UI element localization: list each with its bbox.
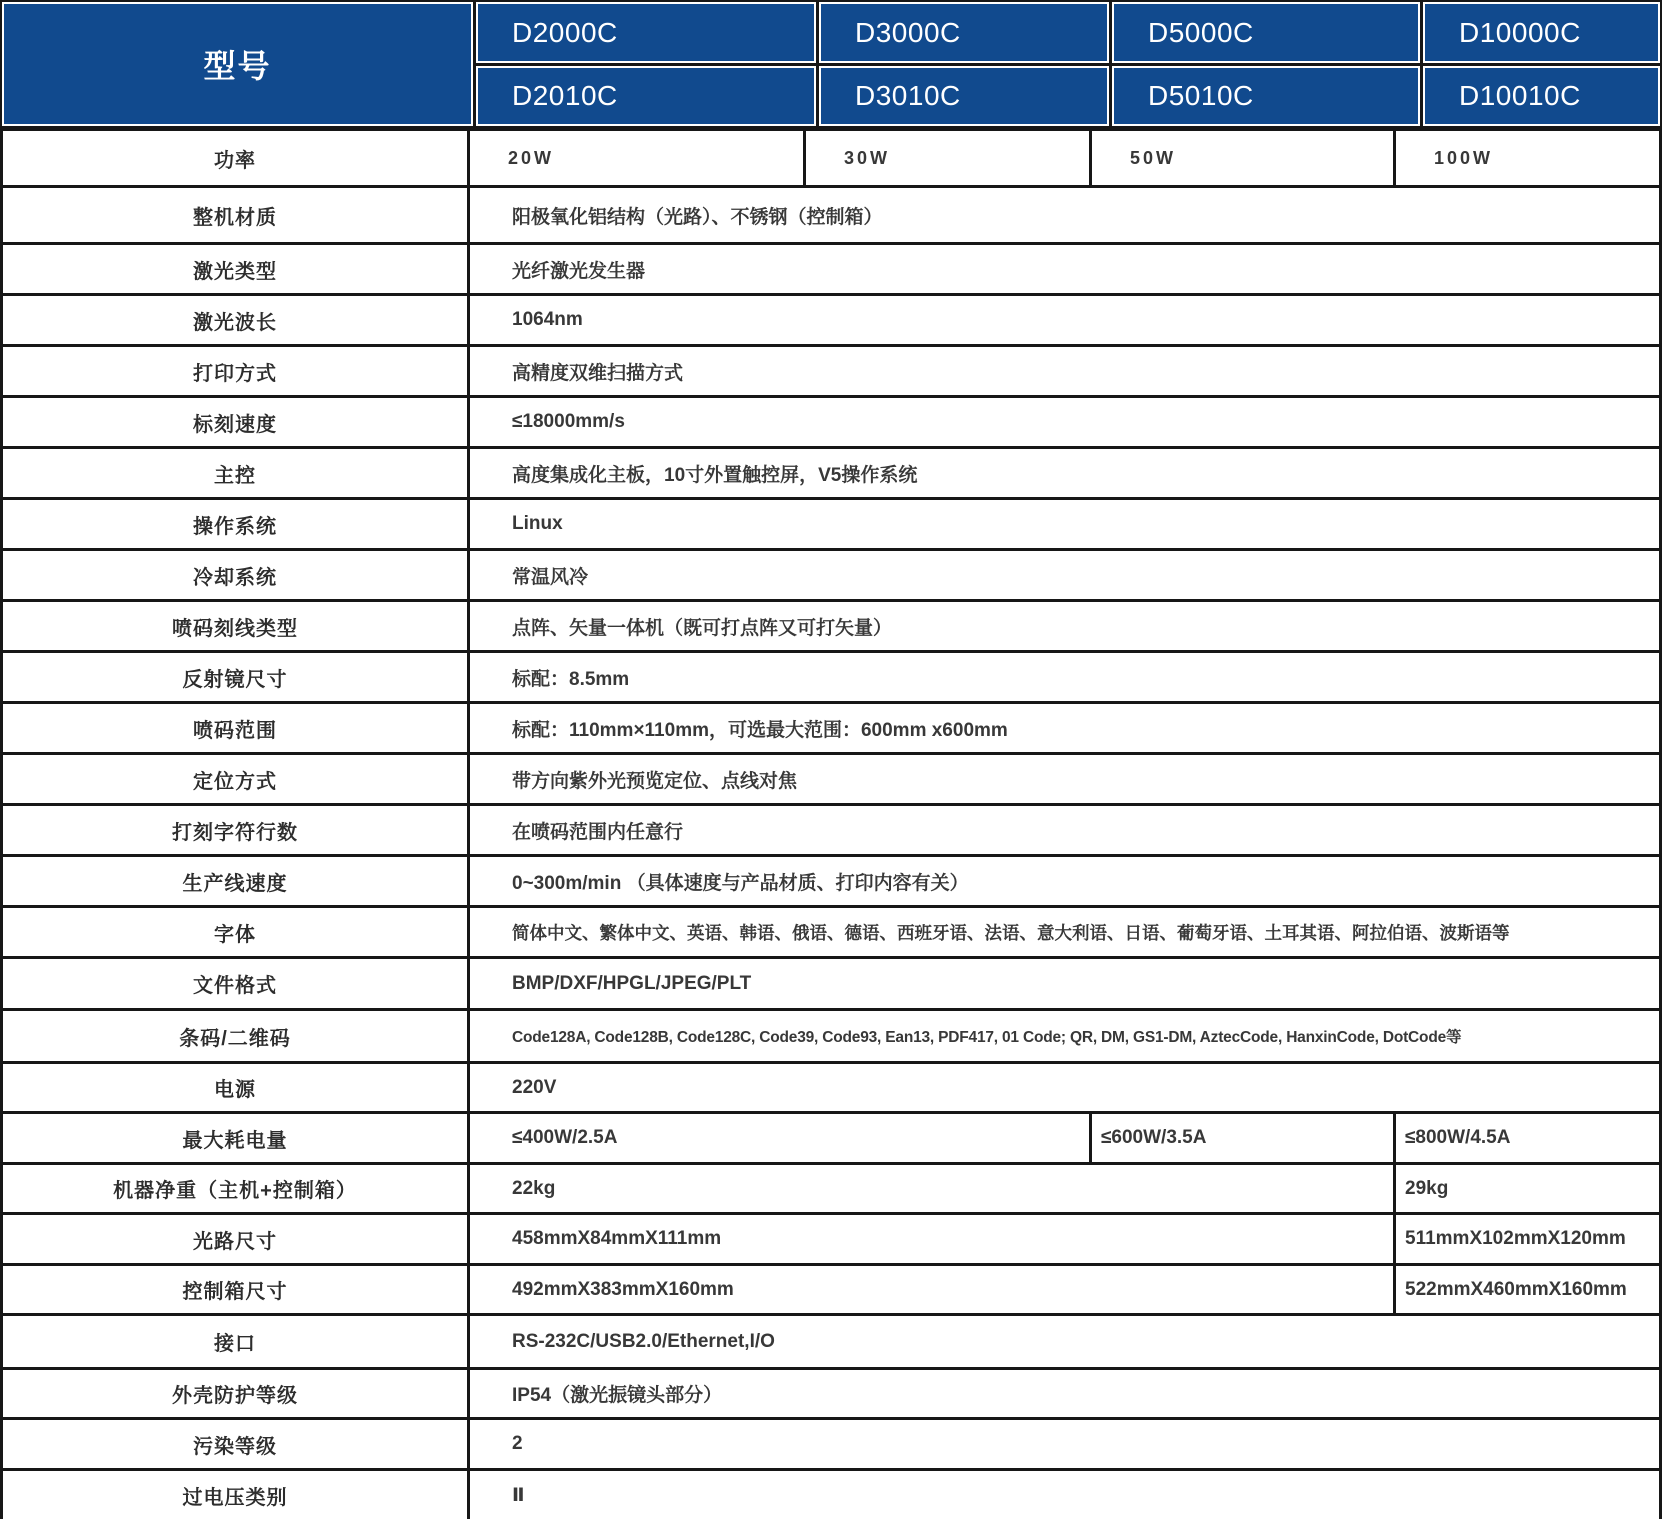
row-label: 激光波长 xyxy=(3,296,470,344)
row-main-control xyxy=(3,446,1659,497)
row-char-lines xyxy=(3,803,1659,854)
optical-size-a: 458mmX84mmX111mm xyxy=(470,1215,1396,1263)
row-label: 定位方式 xyxy=(3,755,470,803)
table-header xyxy=(0,0,1662,128)
row-label: 外壳防护等级 xyxy=(3,1370,470,1417)
row-value: ≤18000mm/s xyxy=(512,411,625,432)
optical-size-b: 511mmX102mmX120mm xyxy=(1405,1228,1626,1249)
row-value: 点阵、矢量一体机（既可打点阵又可打矢量） xyxy=(512,617,893,639)
power-100w: 100W xyxy=(1434,147,1494,168)
row-value: Linux xyxy=(512,513,563,534)
row-optical-path-size xyxy=(3,1212,1659,1263)
row-power xyxy=(3,128,1659,185)
row-value: 标配：110mm×110mm，可选最大范围：600mm x600mm xyxy=(512,719,1008,741)
row-label: 条码/二维码 xyxy=(3,1011,470,1061)
row-marking-type xyxy=(3,599,1659,650)
row-file-format xyxy=(3,956,1659,1008)
header-col-d10010c: D10010C xyxy=(1425,68,1658,124)
row-value: 阳极氧化铝结构（光路）、不锈钢（控制箱） xyxy=(512,206,883,228)
row-positioning xyxy=(3,752,1659,803)
row-label: 功率 xyxy=(3,131,470,185)
row-label: 文件格式 xyxy=(3,959,470,1008)
row-marking-speed xyxy=(3,395,1659,446)
row-barcode xyxy=(3,1008,1659,1061)
row-label: 操作系统 xyxy=(3,500,470,548)
control-box-size-a: 492mmX383mmX160mm xyxy=(470,1266,1396,1313)
row-label: 生产线速度 xyxy=(3,857,470,905)
table-body xyxy=(0,128,1662,1519)
weight-29kg: 29kg xyxy=(1405,1177,1449,1199)
model-label: 型号 xyxy=(203,48,272,84)
row-wavelength xyxy=(3,293,1659,344)
power-50w: 50W xyxy=(1092,131,1396,185)
row-label: 激光类型 xyxy=(3,245,470,293)
row-power-supply xyxy=(3,1061,1659,1111)
row-label: 主控 xyxy=(3,449,470,497)
row-label: 光路尺寸 xyxy=(3,1215,470,1263)
row-value: 0~300m/min （具体速度与产品材质、打印内容有关） xyxy=(512,872,969,894)
row-material xyxy=(3,185,1659,242)
row-label: 整机材质 xyxy=(3,188,470,242)
row-value: 常温风冷 xyxy=(512,566,589,588)
row-label: 喷码刻线类型 xyxy=(3,602,470,650)
row-label: 电源 xyxy=(3,1064,470,1111)
row-value: IP54（激光振镜头部分） xyxy=(512,1385,723,1406)
row-cooling xyxy=(3,548,1659,599)
row-label: 机器净重（主机+控制箱） xyxy=(3,1165,470,1212)
row-label: 喷码范围 xyxy=(3,704,470,752)
row-control-box-size xyxy=(3,1263,1659,1313)
row-label: 接口 xyxy=(3,1316,470,1367)
row-line-speed xyxy=(3,854,1659,905)
row-interface xyxy=(3,1313,1659,1367)
row-os xyxy=(3,497,1659,548)
row-label: 冷却系统 xyxy=(3,551,470,599)
header-col-d2010c: D2010C xyxy=(478,68,814,124)
row-value: 带方向紫外光预览定位、点线对焦 xyxy=(512,770,798,792)
control-box-size-b: 522mmX460mmX160mm xyxy=(1405,1278,1627,1300)
power-30w: 30W xyxy=(806,131,1092,185)
row-label: 控制箱尺寸 xyxy=(3,1266,470,1313)
row-value: 简体中文、繁体中文、英语、韩语、俄语、德语、西班牙语、法语、意大利语、日语、葡萄牙语、土耳其语、阿拉伯语、波斯语等 xyxy=(512,922,1510,943)
row-value: 220V xyxy=(512,1076,557,1098)
row-max-consumption xyxy=(3,1111,1659,1162)
consumption-400w: ≤400W/2.5A xyxy=(470,1114,1092,1162)
header-col-d5000c: D5000C xyxy=(1114,4,1418,61)
row-value: 标配：8.5mm xyxy=(512,668,630,690)
row-value: 高度集成化主板，10寸外置触控屏，V5操作系统 xyxy=(512,464,918,486)
header-col-d10000c: D10000C xyxy=(1425,4,1658,61)
header-col-d3000c: D3000C xyxy=(821,4,1107,61)
row-label: 污染等级 xyxy=(3,1420,470,1468)
weight-22kg: 22kg xyxy=(470,1165,1396,1212)
row-overvoltage-category xyxy=(3,1468,1659,1519)
row-value: Code128A, Code128B, Code128C, Code39, Code93, Ean13, PDF417, 01 Code; QR, DM, GS1-DM, AztecCode, HanxinCode, DotCode等 xyxy=(512,1029,1462,1046)
row-value: 1064nm xyxy=(512,309,583,330)
row-marking-range xyxy=(3,701,1659,752)
row-print-mode xyxy=(3,344,1659,395)
row-label: 反射镜尺寸 xyxy=(3,653,470,701)
row-label: 最大耗电量 xyxy=(3,1114,470,1162)
row-value: Ⅱ xyxy=(512,1484,525,1506)
row-value: 光纤激光发生器 xyxy=(512,260,646,282)
row-value: 在喷码范围内任意行 xyxy=(512,821,684,843)
row-label: 打印方式 xyxy=(3,347,470,395)
row-value: 高精度双维扫描方式 xyxy=(512,362,684,384)
row-value: RS-232C/USB2.0/Ethernet,I/O xyxy=(512,1330,775,1352)
row-fonts xyxy=(3,905,1659,956)
row-label: 字体 xyxy=(3,908,470,956)
header-col-d5010c: D5010C xyxy=(1114,68,1418,124)
header-col-d3010c: D3010C xyxy=(821,68,1107,124)
header-model-cell xyxy=(4,4,471,124)
row-ip-rating xyxy=(3,1367,1659,1417)
power-20w: 20W xyxy=(470,131,806,185)
consumption-800w: ≤800W/4.5A xyxy=(1405,1127,1511,1148)
row-value: BMP/DXF/HPGL/JPEG/PLT xyxy=(512,972,752,994)
row-value: 2 xyxy=(512,1433,523,1454)
row-label: 标刻速度 xyxy=(3,398,470,446)
row-mirror-size xyxy=(3,650,1659,701)
row-net-weight xyxy=(3,1162,1659,1212)
consumption-600w: ≤600W/3.5A xyxy=(1092,1114,1396,1162)
header-col-d2000c: D2000C xyxy=(478,4,814,61)
row-laser-type xyxy=(3,242,1659,293)
row-label: 过电压类别 xyxy=(3,1471,470,1519)
row-pollution-degree xyxy=(3,1417,1659,1468)
row-label: 打刻字符行数 xyxy=(3,806,470,854)
